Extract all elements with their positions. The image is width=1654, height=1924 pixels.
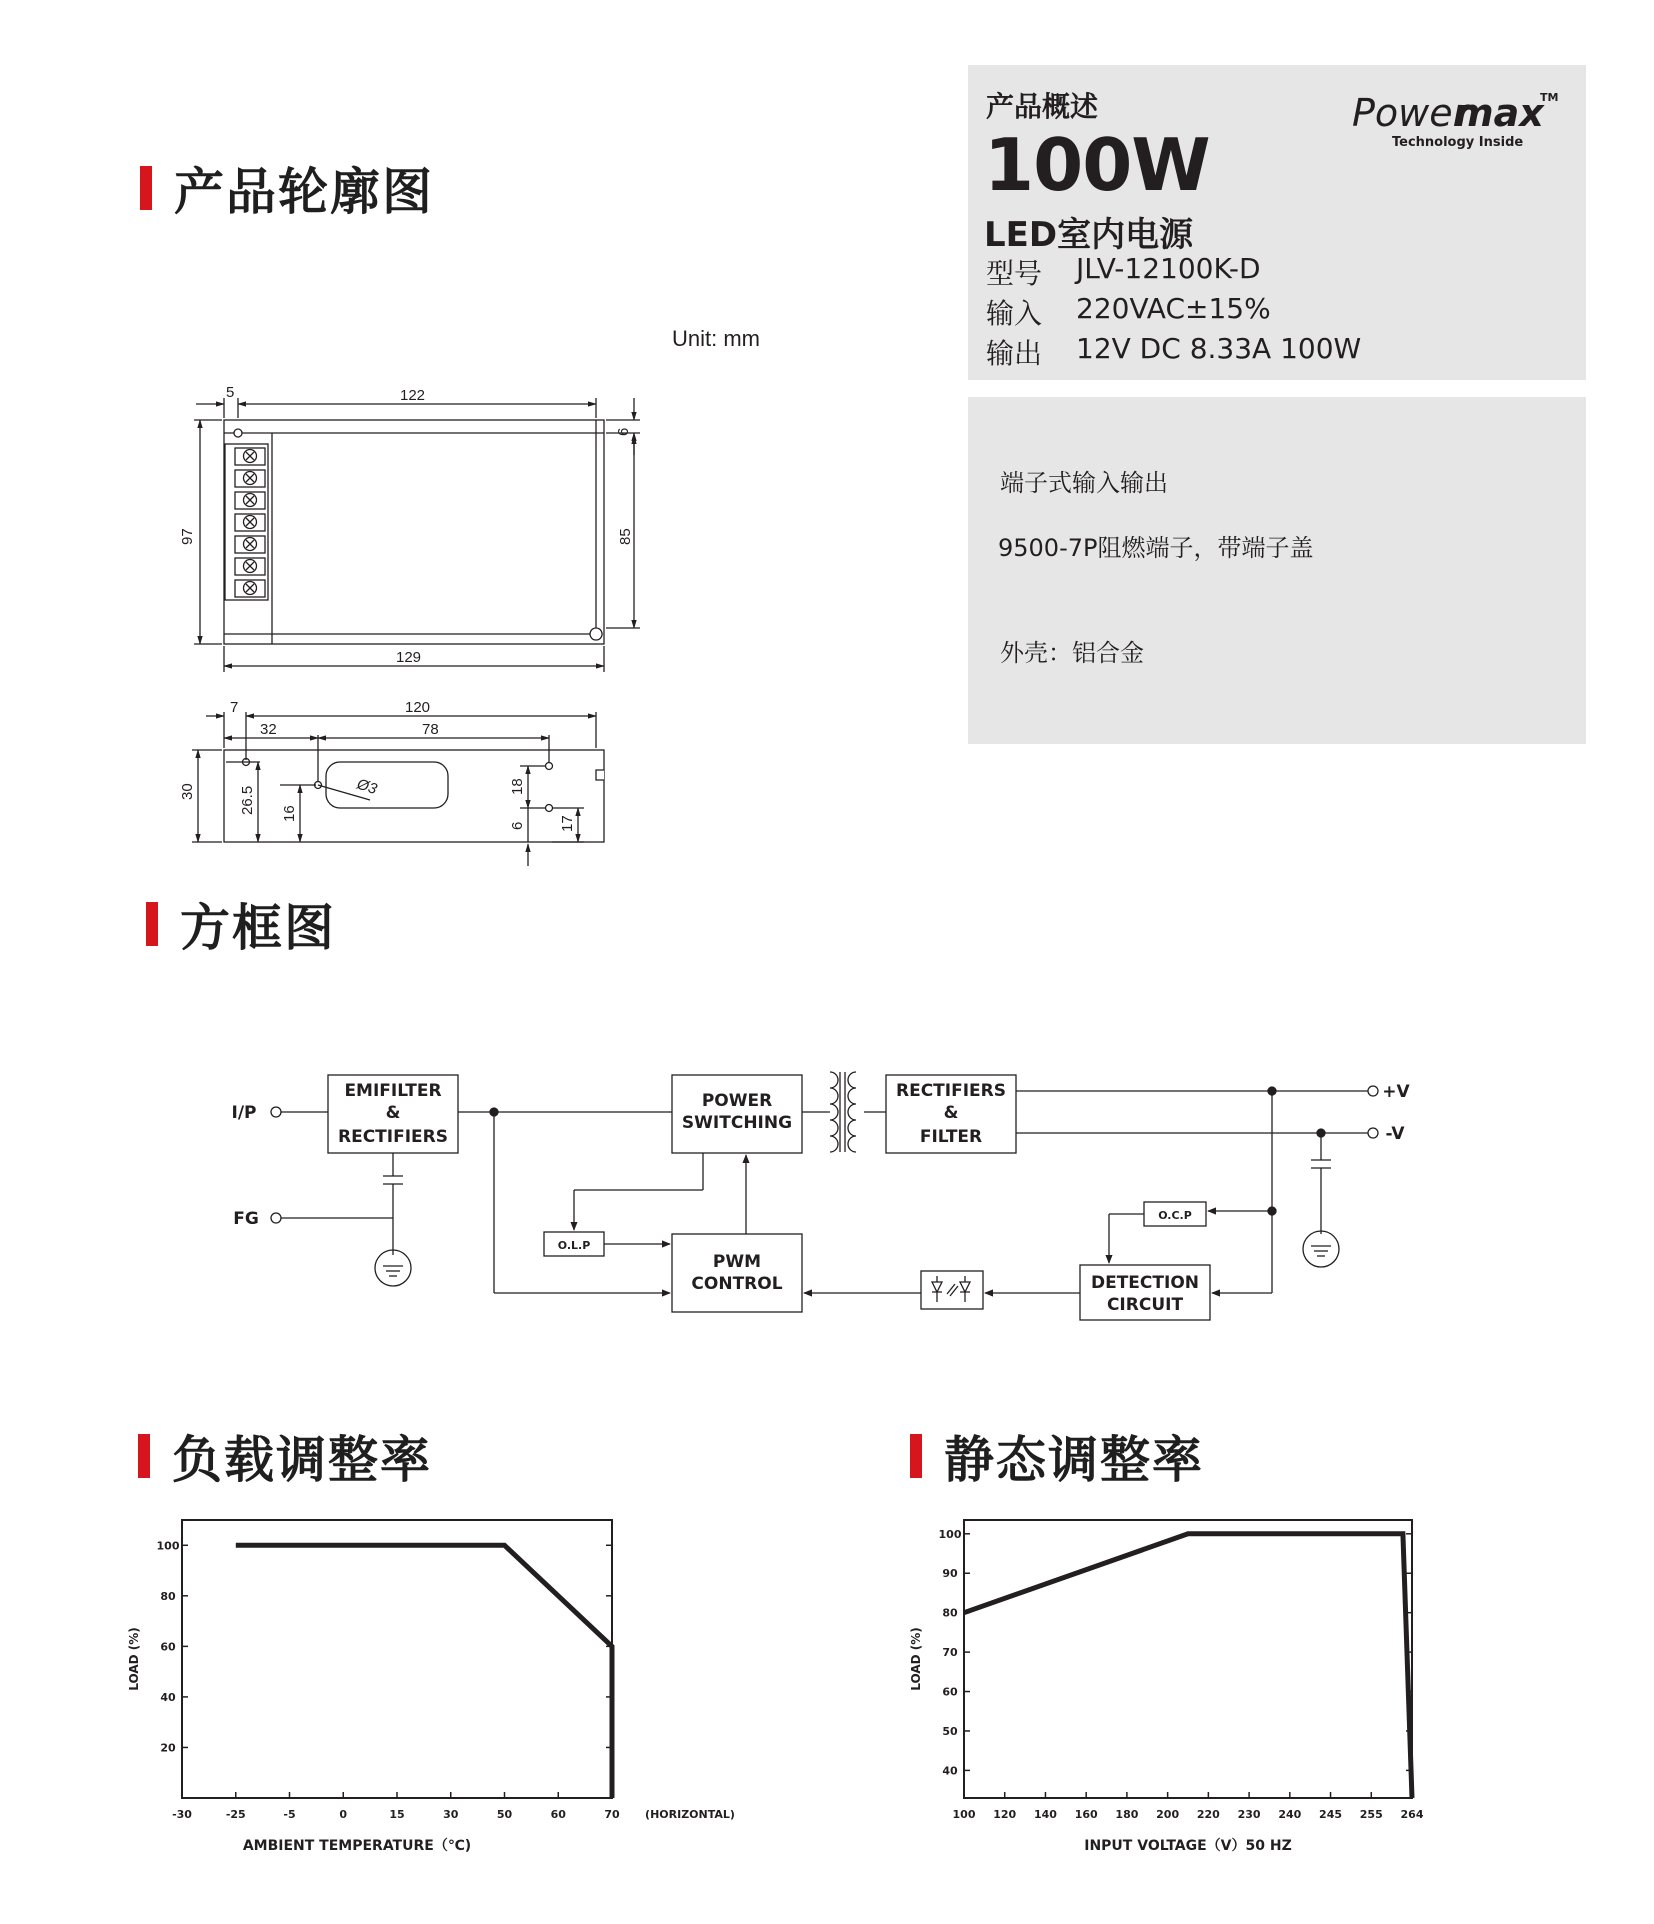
ip-label: I/P (231, 1103, 257, 1123)
y-axis-label: LOAD (%) (909, 1627, 923, 1691)
fg-label: FG (233, 1209, 259, 1229)
y-tick-label: 60 (160, 1640, 176, 1654)
unit-label: Unit: mm (672, 326, 760, 351)
dim-6-side: 6 (509, 821, 526, 830)
y-tick-label: 100 (938, 1527, 962, 1541)
x-tick-label: 60 (550, 1808, 566, 1821)
feature-item: 9500-7P阻燃端子，带端子盖 (998, 534, 1314, 562)
spec-value-model: JLV-12100K-D (1076, 252, 1261, 285)
feature-item: 端子式输入输出 (1000, 469, 1168, 497)
y-tick-label: 20 (160, 1741, 176, 1755)
spec-key-model: 型号 (986, 257, 1043, 290)
y-tick-label: 50 (942, 1724, 958, 1738)
x-tick-label: 160 (1074, 1808, 1098, 1821)
x-tick-label: 50 (496, 1808, 513, 1821)
x-tick-label: 220 (1196, 1808, 1220, 1821)
x-axis-label: AMBIENT TEMPERATURE（℃) (242, 1838, 472, 1854)
section-title-outline: 产品轮廓图 (140, 152, 434, 224)
x-tick-label: 100 (952, 1808, 976, 1821)
series-line-load (964, 1534, 1412, 1798)
pwm-line-1: PWM (712, 1252, 762, 1272)
rect-line-3: FILTER (919, 1127, 983, 1147)
dim-17: 17 (559, 815, 576, 832)
dim-16: 16 (281, 805, 298, 822)
dim-hole: Ø3 (354, 775, 380, 798)
section-title-static: 静态调整率 (910, 1420, 1204, 1492)
y-axis-label: LOAD (%) (127, 1627, 141, 1691)
x-tick-label: 230 (1237, 1808, 1261, 1821)
pwm-line-2: CONTROL (691, 1274, 783, 1294)
chart-frame (182, 1520, 612, 1798)
spec-key-input: 输入 (986, 297, 1043, 330)
dim-18: 18 (509, 778, 526, 795)
x-tick-label: 240 (1278, 1808, 1302, 1821)
power-rating: 100W (984, 123, 1210, 207)
brand-prefix: Power (1352, 91, 1469, 135)
product-type: LED室内电源 (984, 215, 1194, 255)
rect-line-1: RECTIFIERS (896, 1081, 1006, 1101)
y-tick-label: 40 (160, 1690, 176, 1704)
dim-120: 120 (405, 699, 431, 716)
x-axis-note: (HORIZONTAL) (645, 1808, 735, 1821)
y-tick-label: 100 (156, 1539, 180, 1553)
power-switching-line-1: POWER (701, 1091, 773, 1111)
dim-7: 7 (230, 699, 239, 716)
x-tick-label: -30 (172, 1808, 192, 1821)
ocp-label: O.C.P (1158, 1209, 1192, 1222)
x-tick-label: 70 (604, 1808, 620, 1821)
y-tick-label: 80 (942, 1606, 958, 1620)
x-tick-label: 140 (1033, 1808, 1057, 1821)
x-tick-label: -5 (283, 1808, 296, 1821)
emi-line-1: EMIFILTER (344, 1081, 442, 1101)
dim-5: 5 (226, 384, 235, 401)
x-axis-label: INPUT VOLTAGE（V）50 HZ (1084, 1838, 1292, 1854)
x-tick-label: 264 (1400, 1808, 1424, 1821)
y-tick-label: 70 (942, 1646, 958, 1660)
dim-85: 85 (617, 528, 634, 545)
x-tick-label: 15 (389, 1808, 405, 1821)
dim-30: 30 (179, 783, 196, 800)
rect-line-2: & (943, 1103, 959, 1123)
dim-78: 78 (422, 721, 439, 738)
brand-tm: TM (1540, 91, 1559, 104)
y-tick-label: 60 (942, 1685, 958, 1699)
chart-frame (964, 1520, 1412, 1798)
x-tick-label: 180 (1115, 1808, 1139, 1821)
dim-32: 32 (260, 721, 277, 738)
spec-value-output: 12V DC 8.33A 100W (1076, 332, 1362, 365)
x-tick-label: 30 (443, 1808, 459, 1821)
x-tick-label: 245 (1319, 1808, 1343, 1821)
dim-97: 97 (179, 528, 196, 545)
x-tick-label: 255 (1359, 1808, 1383, 1821)
dim-122: 122 (400, 387, 426, 404)
vplus-label: +V (1382, 1082, 1410, 1102)
detect-line-1: DETECTION (1090, 1273, 1200, 1293)
y-tick-label: 40 (942, 1764, 958, 1778)
x-tick-label: 120 (993, 1808, 1017, 1821)
dim-6: 6 (615, 427, 632, 436)
olp-label: O.L.P (557, 1239, 591, 1252)
spec-value-input: 220VAC±15% (1076, 292, 1271, 325)
y-tick-label: 90 (942, 1567, 958, 1581)
emi-line-3: RECTIFIERS (338, 1127, 448, 1147)
dim-26-5: 26.5 (239, 785, 256, 815)
brand-suffix: max (1454, 91, 1544, 135)
power-switching-line-2: SWITCHING (681, 1113, 793, 1133)
spec-key-output: 输出 (986, 337, 1043, 370)
brand-tagline: Technology Inside (1392, 135, 1524, 150)
dim-129: 129 (396, 649, 422, 666)
section-title-block: 方框图 (146, 888, 336, 960)
overview-label: 产品概述 (986, 90, 1099, 123)
x-tick-label: 0 (339, 1808, 348, 1821)
x-tick-label: -25 (225, 1808, 246, 1821)
feature-item: 外壳：铝合金 (1000, 639, 1144, 667)
detect-line-2: CIRCUIT (1106, 1295, 1184, 1315)
series-line-derating (236, 1545, 612, 1798)
emi-line-2: & (385, 1103, 401, 1123)
x-tick-label: 200 (1156, 1808, 1180, 1821)
vminus-label: -V (1385, 1124, 1405, 1144)
y-tick-label: 80 (160, 1589, 176, 1603)
section-title-load: 负载调整率 (138, 1420, 432, 1492)
